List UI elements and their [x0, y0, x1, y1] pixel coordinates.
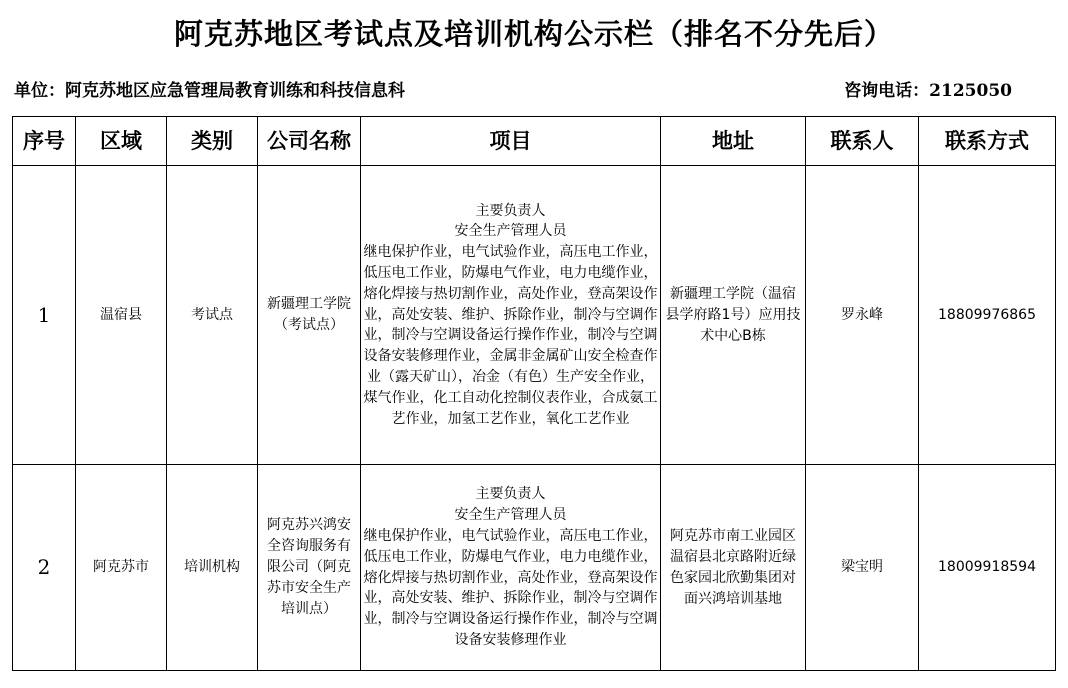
cell-region: 温宿县 [76, 166, 167, 465]
unit-label: 单位：阿克苏地区应急管理局教育训练和科技信息科 [14, 81, 405, 101]
cell-category: 考试点 [167, 166, 258, 465]
project-line: 安全生产管理人员 [454, 507, 567, 524]
cell-seq: 2 [13, 465, 76, 671]
cell-address: 阿克苏市南工业园区温宿县北京路附近绿色家园北欣勤集团对面兴鸿培训基地 [661, 465, 806, 671]
cell-seq: 1 [13, 166, 76, 465]
cell-project [361, 465, 661, 671]
cell-company: 新疆理工学院（考试点） [258, 166, 361, 465]
cell-category: 培训机构 [167, 465, 258, 671]
institution-table [12, 116, 1056, 671]
table-row [13, 465, 1056, 671]
header-seq: 序号 [13, 117, 76, 166]
header-contact: 联系人 [806, 117, 919, 166]
cell-address: 新疆理工学院（温宿县学府路1号）应用技术中心B栋 [661, 166, 806, 465]
cell-region: 阿克苏市 [76, 465, 167, 671]
project-line: 安全生产管理人员 [454, 223, 567, 240]
header-row [13, 117, 1056, 166]
cell-company: 阿克苏兴鸿安全咨询服务有限公司（阿克苏市安全生产培训点） [258, 465, 361, 671]
header-company: 公司名称 [258, 117, 361, 166]
header-project: 项目 [361, 117, 661, 166]
project-line: 主要负责人 [475, 202, 546, 219]
cell-phone: 18809976865 [919, 166, 1056, 465]
cell-project [361, 166, 661, 465]
header-region: 区域 [76, 117, 167, 166]
table-row [13, 166, 1056, 465]
consult-phone: 咨询电话：2125050 [844, 81, 1012, 101]
cell-contact: 罗永峰 [806, 166, 919, 465]
cell-contact: 梁宝明 [806, 465, 919, 671]
project-line: 继电保护作业，电气试验作业，高压电工作业，低压电工作业，防爆电气作业，电力电缆作业，熔化焊接与热切割作业，高处作业，登高架设作业，高处安装、维护、拆除作业，制冷与空调作业，制冷与空调设备运行操作作业，制冷与空调设备安装修理作业，金属非金属矿山安全检查作业（露天矿山），冶金（有色）生产安全作业，煤气作业，化工自动化控制仪表作业，合成氨工艺作业，加氢工艺作业，氧化工艺作业 [363, 244, 658, 427]
page-title: 阿克苏地区考试点及培训机构公示栏（排名不分先后） [173, 17, 894, 51]
header-category: 类别 [167, 117, 258, 166]
project-line: 主要负责人 [475, 486, 546, 503]
header-phone: 联系方式 [919, 117, 1056, 166]
cell-phone: 18009918594 [919, 465, 1056, 671]
project-line: 继电保护作业，电气试验作业，高压电工作业，低压电工作业，防爆电气作业，电力电缆作业，熔化焊接与热切割作业，高处作业，登高架设作业，高处安装、维护、拆除作业，制冷与空调作业，制冷与空调设备运行操作作业，制冷与空调设备安装修理作业 [363, 527, 658, 648]
header-address: 地址 [661, 117, 806, 166]
